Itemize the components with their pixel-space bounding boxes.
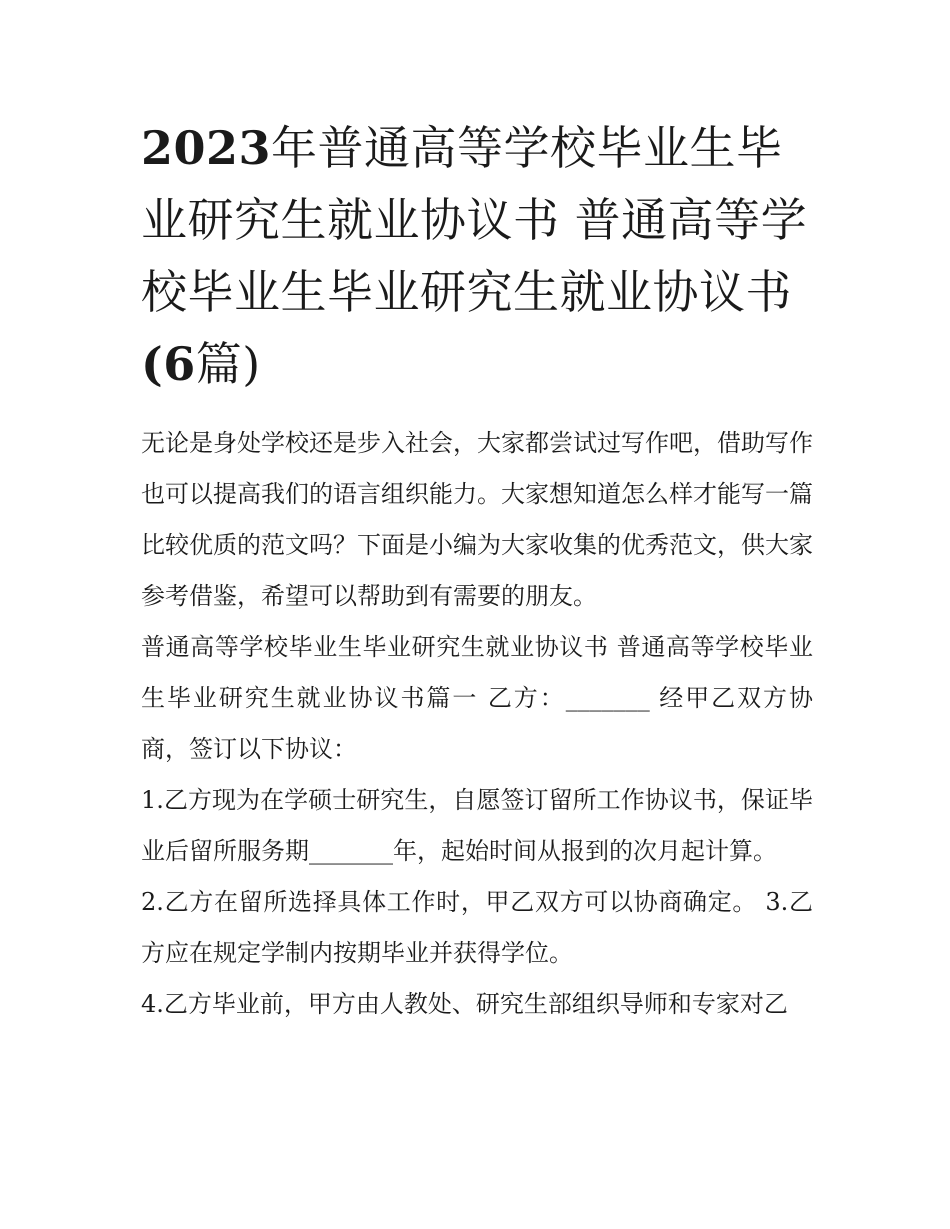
document-page <box>141 112 813 1030</box>
title-main: 年普通高等学校毕业生毕业研究生就业协议书 普通高等学校毕业生毕业研究生就业协议书 <box>141 121 808 319</box>
title-suffix-close: 篇) <box>195 337 261 391</box>
agreement-heading-paragraph: 普通高等学校毕业生毕业研究生就业协议书 普通高等学校毕业生毕业研究生就业协议书篇一 乙方：_______ 经甲乙双方协商，签订以下协议： <box>141 633 813 763</box>
title-year: 2023 <box>141 121 272 175</box>
clause-1: 1.乙方现为在学硕士研究生，自愿签订留所工作协议书，保证毕业后留所服务期_______年，起始时间从报到的次月起计算。 <box>141 786 813 865</box>
title-suffix-num: 6 <box>163 337 196 391</box>
clause-2-3: 2.乙方在留所选择具体工作时，甲乙双方可以协商确定。 3.乙方应在规定学制内按期毕业并获得学位。 <box>141 888 813 967</box>
intro-paragraph: 无论是身处学校还是步入社会，大家都尝试过写作吧，借助写作也可以提高我们的语言组织能力。大家想知道怎么样才能写一篇比较优质的范文吗？下面是小编为大家收集的优秀范文，供大家参考借鉴，希望可以帮助到有需要的朋友。 <box>141 429 813 610</box>
document-title <box>141 112 813 400</box>
title-suffix-open: ( <box>141 337 164 391</box>
clause-4: 4.乙方毕业前，甲方由人教处、研究生部组织导师和专家对乙 <box>141 990 788 1018</box>
